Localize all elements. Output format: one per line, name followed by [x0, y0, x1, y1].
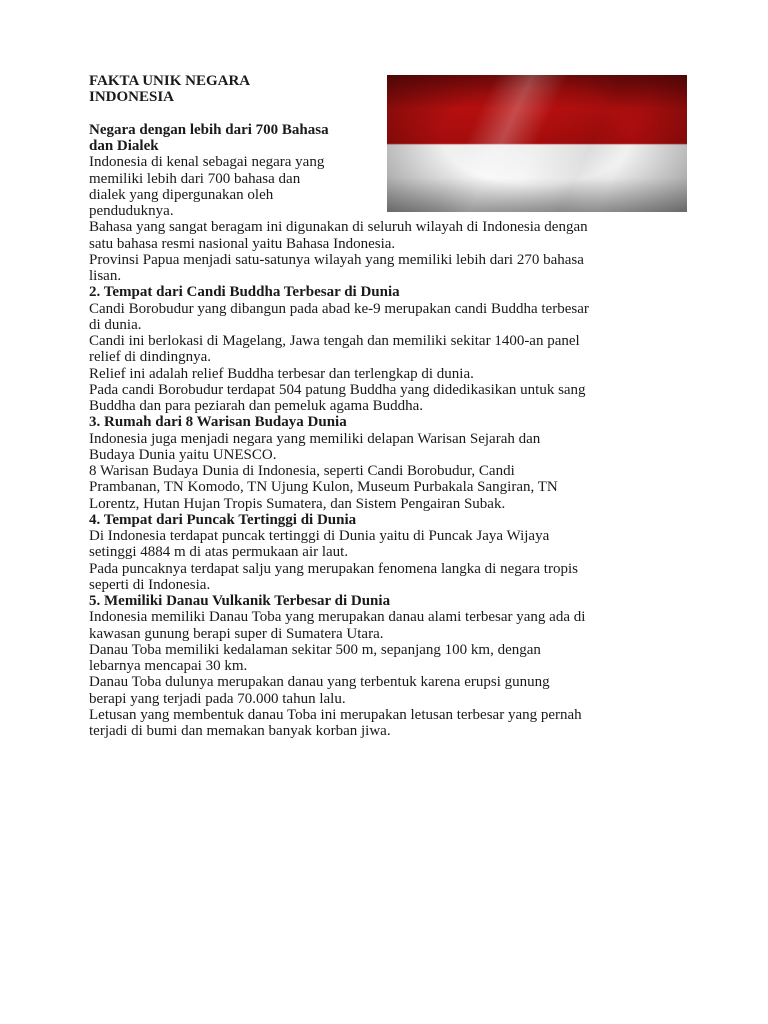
text-line: 3. Rumah dari 8 Warisan Budaya Dunia [89, 414, 347, 431]
text-line: memiliki lebih dari 700 bahasa dan [89, 170, 301, 187]
text-line: Letusan yang membentuk danau Toba ini merupakan letusan terbesar yang pernah [89, 706, 582, 723]
text-line: Candi ini berlokasi di Magelang, Jawa tengah dan memiliki sekitar 1400-an panel [89, 333, 580, 349]
text-line: Pada puncaknya terdapat salju yang merupakan fenomena langka di negara tropis [89, 560, 578, 577]
spacer [89, 106, 689, 122]
paragraph [89, 674, 689, 707]
paragraph [89, 366, 689, 382]
text-line: Negara dengan lebih dari 700 Bahasa [89, 121, 329, 138]
paragraph [89, 463, 689, 512]
text-line: penduduknya. [89, 203, 174, 219]
text-line: Indonesia memiliki Danau Toba yang merupakan danau alami terbesar yang ada di [89, 609, 586, 626]
paragraph [89, 642, 689, 675]
text-line: lisan. [89, 268, 122, 284]
section-heading [89, 593, 689, 609]
text-line: Danau Toba dulunya merupakan danau yang terbentuk karena erupsi gunung [89, 674, 550, 691]
text-line: Buddha dan para peziarah dan pemeluk agama Buddha. [89, 398, 424, 414]
text-line: satu bahasa resmi nasional yaitu Bahasa Indonesia. [89, 235, 396, 252]
paragraph [89, 609, 689, 642]
paragraph [89, 301, 689, 334]
document-body [89, 73, 689, 739]
section-heading [89, 122, 689, 155]
text-line: 4. Tempat dari Puncak Tertinggi di Dunia [89, 511, 357, 528]
text-line: seperti di Indonesia. [89, 576, 211, 593]
text-line: berapi yang terjadi pada 70.000 tahun lalu. [89, 690, 346, 707]
section-heading [89, 414, 689, 430]
text-line: 2. Tempat dari Candi Buddha Terbesar di Dunia [89, 284, 400, 301]
section-heading [89, 284, 689, 300]
text-line: relief di dindingnya. [89, 349, 212, 366]
text-line: Candi Borobudur yang dibangun pada abad ke-9 merupakan candi Buddha terbesar [89, 300, 589, 317]
text-line: Indonesia juga menjadi negara yang memiliki delapan Warisan Sejarah dan [89, 430, 541, 447]
text-line: setinggi 4884 m di atas permukaan air laut. [89, 544, 349, 561]
text-line: Prambanan, TN Komodo, TN Ujung Kulon, Museum Purbakala Sangiran, TN [89, 479, 558, 496]
text-line: kawasan gunung berapi super di Sumatera Utara. [89, 625, 384, 642]
text-line: Budaya Dunia yaitu UNESCO. [89, 446, 277, 463]
paragraph [89, 561, 689, 594]
text-line: Danau Toba memiliki kedalaman sekitar 500 m, sepanjang 100 km, dengan [89, 641, 541, 658]
text-line: terjadi di bumi dan memakan banyak korban jiwa. [89, 723, 391, 739]
text-line: lebarnya mencapai 30 km. [89, 658, 248, 674]
text-line: Indonesia di kenal sebagai negara yang [89, 154, 325, 171]
paragraph [89, 333, 689, 366]
text-line: di dunia. [89, 316, 142, 333]
paragraph [89, 707, 689, 740]
text-line: Relief ini adalah relief Buddha terbesar dan terlengkap di dunia. [89, 365, 474, 382]
text-line: Bahasa yang sangat beragam ini digunakan di seluruh wilayah di Indonesia dengan [89, 219, 588, 236]
text-line: dan Dialek [89, 138, 159, 154]
title-line: INDONESIA [89, 89, 175, 106]
text-line: Lorentz, Hutan Hujan Tropis Sumatera, dan Sistem Pengairan Subak. [89, 495, 506, 512]
paragraph [89, 252, 689, 285]
text-line: Di Indonesia terdapat puncak tertinggi di Dunia yaitu di Puncak Jaya Wijaya [89, 528, 550, 544]
title-line: FAKTA UNIK NEGARA [89, 73, 251, 89]
paragraph [89, 219, 689, 252]
text-line: Provinsi Papua menjadi satu-satunya wilayah yang memiliki lebih dari 270 bahasa [89, 251, 584, 268]
paragraph [89, 154, 689, 219]
text-line: dialek yang dipergunakan oleh [89, 186, 274, 203]
paragraph [89, 528, 689, 561]
text-line: 8 Warisan Budaya Dunia di Indonesia, seperti Candi Borobudur, Candi [89, 463, 515, 479]
paragraph [89, 431, 689, 464]
text-line: 5. Memiliki Danau Vulkanik Terbesar di Dunia [89, 593, 391, 609]
section-heading [89, 512, 689, 528]
paragraph [89, 382, 689, 415]
document-title [89, 73, 689, 106]
text-line: Pada candi Borobudur terdapat 504 patung Buddha yang didedikasikan untuk sang [89, 381, 586, 398]
content-blocks [89, 122, 689, 740]
